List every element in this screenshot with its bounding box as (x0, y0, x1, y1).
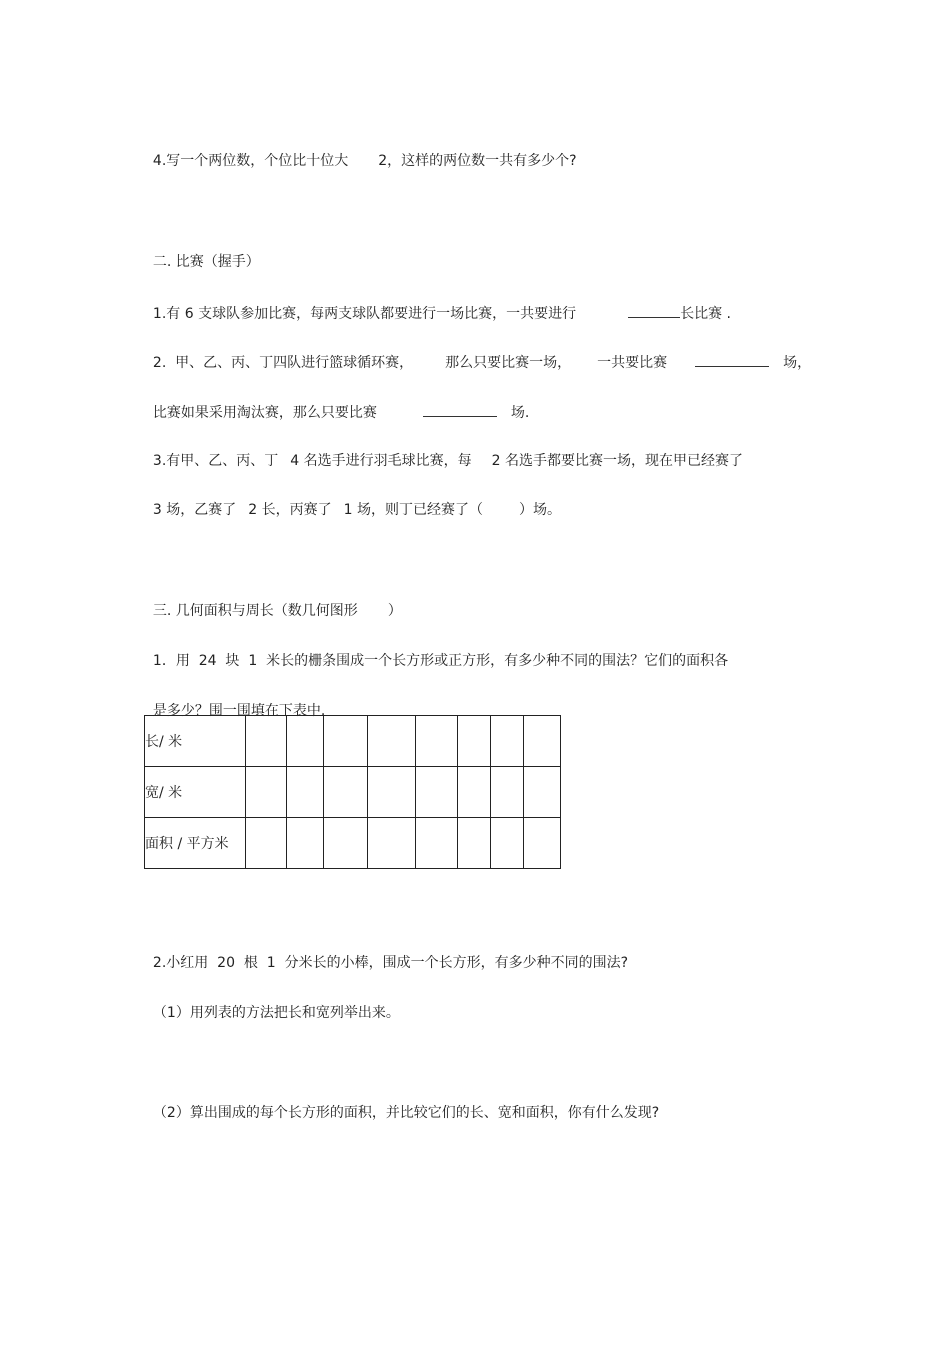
section-3-title-close: ） (387, 603, 402, 619)
section-2-question-3-continued (144, 483, 561, 519)
table-cell[interactable] (245, 818, 286, 869)
row-header-width: 宽/ 米 (145, 767, 246, 818)
row-header-area: 面积 / 平方米 (145, 818, 246, 869)
section-2-title: 二. 比赛（握手） (152, 254, 260, 270)
question-4-part-a: 4.写一个两位数，个位比十位大 (152, 153, 349, 169)
table-cell[interactable] (367, 767, 415, 818)
section-2-question-1 (144, 285, 731, 323)
s2q1-text: 1.有 6 支球队参加比赛，每两支球队都要进行一场比赛，一共要进行 (152, 306, 577, 322)
table-cell[interactable] (457, 716, 490, 767)
section-3-question-1 (144, 634, 728, 670)
s2q1-tail: 长比赛 . (680, 306, 731, 322)
s2q2-part-c: 一共要比赛 (597, 355, 668, 371)
s2q3b-part-a: 3 场，乙赛了 (152, 502, 237, 518)
table-cell[interactable] (416, 767, 457, 818)
table-row-width (145, 767, 561, 818)
s2q2b-part-b: 场. (510, 405, 530, 421)
s2q3b-part-d: ）场。 (518, 502, 561, 518)
row-header-length: 长/ 米 (145, 716, 246, 767)
s3q1-text: 1．用 24 块 1 米长的栅条围成一个长方形或正方形，有多少种不同的围法？它们的面积各 (152, 653, 729, 669)
section-2-question-2-continued (144, 384, 529, 422)
section-2-question-3 (144, 434, 743, 470)
s2q2b-part-a: 比赛如果采用淘汰赛，那么只要比赛 (152, 405, 377, 421)
table-cell[interactable] (491, 716, 524, 767)
s2q3-part-a: 3.有甲、乙、丙、丁 (152, 453, 279, 469)
s2q3b-part-c: 1 场，则丁已经赛了（ (343, 502, 483, 518)
s3q1-text-b: 是多少？围一围填在下表中. (152, 703, 326, 719)
table-cell[interactable] (323, 767, 367, 818)
s3q2-part-2-text: （2）算出围成的每个长方形的面积，并比较它们的长、宽和面积，你有什么发现? (152, 1105, 660, 1121)
table-cell[interactable] (523, 767, 561, 818)
table-cell[interactable] (416, 716, 457, 767)
table-cell[interactable] (523, 818, 561, 869)
section-2-heading (144, 235, 260, 271)
table-cell[interactable] (245, 767, 286, 818)
table-cell[interactable] (457, 818, 490, 869)
table-cell[interactable] (491, 767, 524, 818)
table-row-length (145, 716, 561, 767)
table-cell[interactable] (287, 818, 323, 869)
s2q2-part-b: 那么只要比赛一场， (445, 355, 572, 371)
section-2-question-2 (144, 334, 811, 372)
table-cell[interactable] (523, 716, 561, 767)
dimensions-table (144, 715, 561, 869)
table-cell[interactable] (416, 818, 457, 869)
question-4-part-b: 2，这样的两位数一共有多少个? (378, 153, 577, 169)
s2q2b-blank[interactable] (423, 402, 497, 417)
table-cell[interactable] (367, 818, 415, 869)
table-cell[interactable] (287, 716, 323, 767)
s2q2-part-a: 2. 甲、乙、丙、丁四队进行篮球循环赛， (152, 355, 414, 371)
section-3-question-2 (144, 936, 628, 972)
s3q2-part-1-text: （1）用列表的方法把长和宽列举出来。 (152, 1005, 400, 1021)
section-3-question-2-part-2 (144, 1086, 659, 1122)
section-3-heading (144, 584, 402, 620)
table-row-area (145, 818, 561, 869)
table-cell[interactable] (323, 716, 367, 767)
table-cell[interactable] (491, 818, 524, 869)
table-cell[interactable] (323, 818, 367, 869)
s3q2-text: 2.小红用 20 根 1 分米长的小棒，围成一个长方形，有多少种不同的围法? (152, 955, 629, 971)
table-cell[interactable] (457, 767, 490, 818)
s2q1-blank[interactable] (628, 303, 680, 318)
section-3-title: 三. 几何面积与周长（数几何图形 (152, 603, 358, 619)
s2q3-part-c: 2 名选手都要比赛一场，现在甲已经赛了 (491, 453, 743, 469)
s2q3-part-b: 4 名选手进行羽毛球比赛，每 (290, 453, 472, 469)
table-cell[interactable] (245, 716, 286, 767)
s2q2-blank[interactable] (695, 352, 769, 367)
question-4 (144, 134, 577, 170)
table-cell[interactable] (367, 716, 415, 767)
s2q3b-part-b: 2 长，丙赛了 (248, 502, 332, 518)
section-3-question-2-part-1 (144, 986, 400, 1022)
s2q2-part-d: 场， (783, 355, 812, 371)
table-cell[interactable] (287, 767, 323, 818)
